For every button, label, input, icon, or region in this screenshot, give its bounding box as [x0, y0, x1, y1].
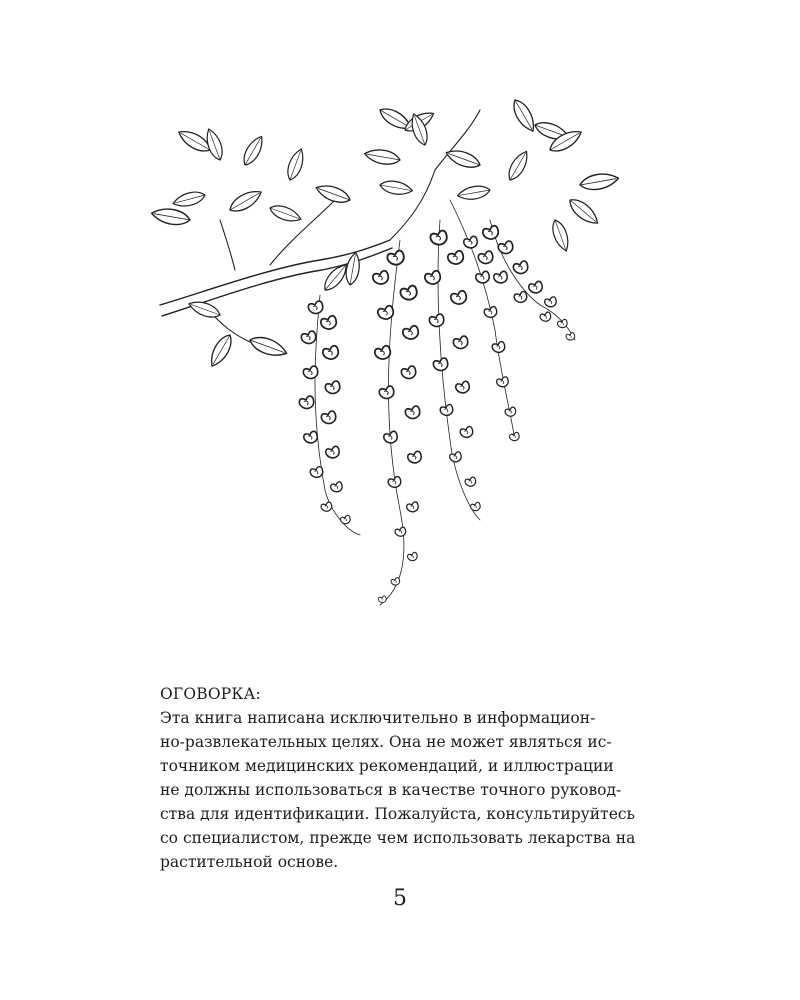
wisteria-illustration [150, 90, 630, 620]
disclaimer-heading: ОГОВОРКА: [160, 685, 261, 703]
disclaimer-line: точником медицинских рекомендаций, и иллюстрации [160, 757, 614, 775]
disclaimer-line: но-развлекательных целях. Она не может являться ис- [160, 733, 612, 751]
disclaimer-line: Эта книга написана исключительно в информацион- [160, 709, 596, 727]
disclaimer-line: растительной основе. [160, 853, 339, 871]
disclaimer-line: со специалистом, прежде чем использовать лекарства на [160, 829, 636, 847]
disclaimer-block [160, 682, 636, 874]
page-number: 5 [393, 886, 407, 911]
disclaimer-line: ства для идентификации. Пожалуйста, консультируйтесь [160, 805, 635, 823]
disclaimer-line: не должны использоваться в качестве точного руковод- [160, 781, 622, 799]
